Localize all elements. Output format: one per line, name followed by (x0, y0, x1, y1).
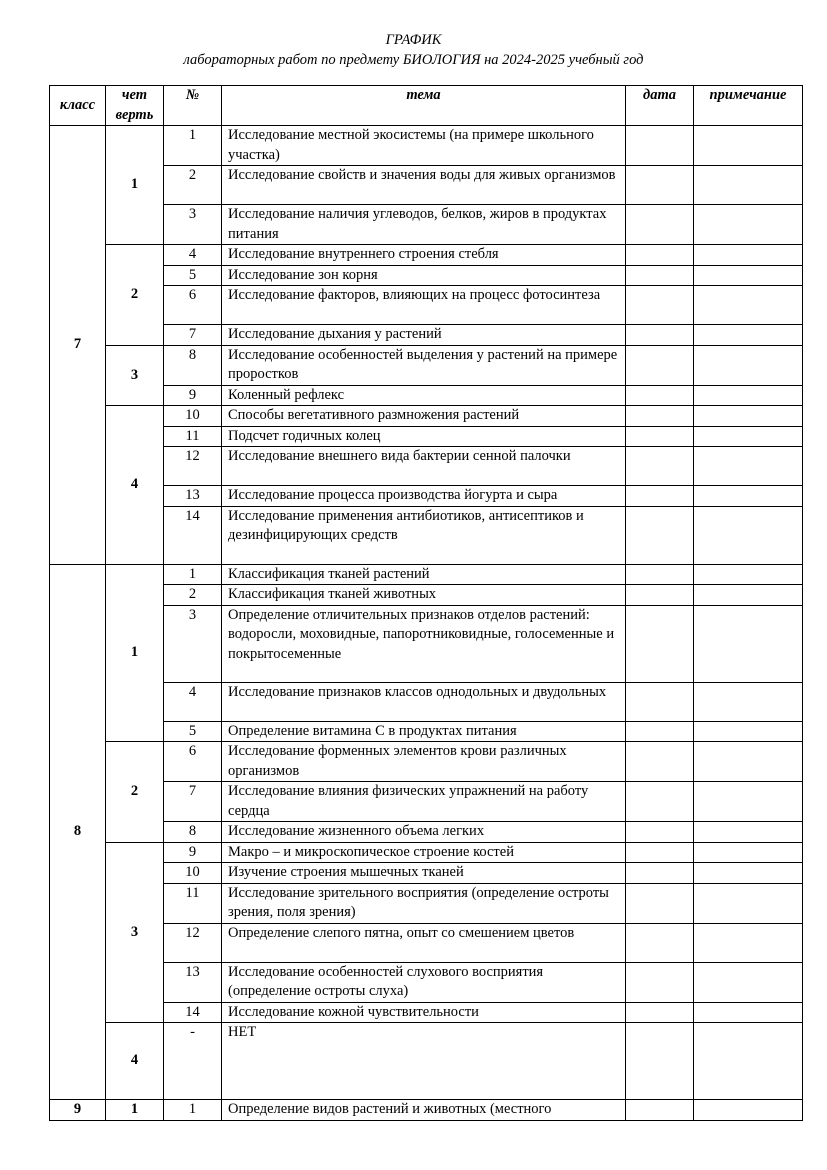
note-cell (694, 742, 803, 782)
lab-number-cell: 4 (164, 245, 222, 266)
note-cell (694, 682, 803, 721)
table-row (50, 842, 803, 863)
table-row (50, 126, 803, 166)
lab-number-cell: 6 (164, 742, 222, 782)
table-row (50, 564, 803, 585)
note-cell (694, 486, 803, 507)
lab-topic-cell: Определение витамина С в продуктах питания (222, 721, 626, 742)
lab-topic-cell: Классификация тканей животных (222, 585, 626, 606)
note-cell (694, 345, 803, 385)
note-cell (694, 721, 803, 742)
quarter-cell: 4 (106, 406, 164, 565)
page-subtitle: лабораторных работ по предмету БИОЛОГИЯ на 2024-2025 учебный год (183, 52, 644, 68)
lab-number-cell: 7 (164, 325, 222, 346)
quarter-cell: 4 (106, 1023, 164, 1100)
note-cell (694, 863, 803, 884)
note-cell (694, 605, 803, 682)
note-cell (694, 962, 803, 1002)
date-cell (626, 426, 694, 447)
lab-topic-cell: Исследование наличия углеводов, белков, жиров в продуктах питания (222, 205, 626, 245)
lab-topic-cell: Исследование применения антибиотиков, антисептиков и дезинфицирующих средств (222, 506, 626, 564)
lab-topic-cell: Исследование процесса производства йогурта и сыра (222, 486, 626, 507)
quarter-cell: 2 (106, 742, 164, 843)
date-cell (626, 486, 694, 507)
lab-number-cell: 1 (164, 1100, 222, 1121)
class-cell: 7 (50, 126, 106, 565)
table-row (50, 345, 803, 385)
lab-number-cell: 13 (164, 486, 222, 507)
date-cell (626, 782, 694, 822)
date-cell (626, 325, 694, 346)
lab-topic-cell: Исследование зон корня (222, 265, 626, 286)
date-cell (626, 962, 694, 1002)
lab-number-cell: 12 (164, 447, 222, 486)
lab-topic-cell: Макро – и микроскопическое строение костей (222, 842, 626, 863)
lab-number-cell: 2 (164, 166, 222, 205)
date-cell (626, 923, 694, 962)
date-cell (626, 265, 694, 286)
date-cell (626, 345, 694, 385)
date-cell (626, 585, 694, 606)
lab-number-cell: 3 (164, 605, 222, 682)
lab-number-cell: 14 (164, 506, 222, 564)
lab-number-cell: 9 (164, 385, 222, 406)
lab-topic-cell: Исследование внешнего вида бактерии сенной палочки (222, 447, 626, 486)
lab-number-cell: - (164, 1023, 222, 1100)
page-title: ГРАФИК (385, 32, 442, 48)
lab-number-cell: 4 (164, 682, 222, 721)
class-cell: 9 (50, 1100, 106, 1121)
date-cell (626, 863, 694, 884)
lab-topic-cell: Исследование внутреннего строения стебля (222, 245, 626, 266)
column-header-class: класс (50, 86, 106, 126)
table-row (50, 245, 803, 266)
date-cell (626, 245, 694, 266)
table-row (50, 1100, 803, 1121)
lab-topic-cell: Коленный рефлекс (222, 385, 626, 406)
note-cell (694, 406, 803, 427)
note-cell (694, 564, 803, 585)
lab-topic-cell: Исследование влияния физических упражнений на работу сердца (222, 782, 626, 822)
lab-topic-cell: Исследование местной экосистемы (на примере школьного участка) (222, 126, 626, 166)
note-cell (694, 126, 803, 166)
lab-number-cell: 14 (164, 1002, 222, 1023)
note-cell (694, 447, 803, 486)
date-cell (626, 166, 694, 205)
lab-number-cell: 6 (164, 286, 222, 325)
lab-number-cell: 7 (164, 782, 222, 822)
lab-number-cell: 8 (164, 822, 222, 843)
lab-number-cell: 5 (164, 721, 222, 742)
lab-topic-cell: Исследование дыхания у растений (222, 325, 626, 346)
date-cell (626, 605, 694, 682)
note-cell (694, 286, 803, 325)
lab-topic-cell: Классификация тканей растений (222, 564, 626, 585)
lab-number-cell: 10 (164, 406, 222, 427)
note-cell (694, 585, 803, 606)
class-cell: 8 (50, 564, 106, 1100)
column-header-note: примечание (694, 86, 803, 126)
lab-topic-cell: Определение отличительных признаков отделов растений: водоросли, моховидные, папоротниковидные, голосеменные и покрытосеменные (222, 605, 626, 682)
lab-number-cell: 1 (164, 126, 222, 166)
table-row (50, 1023, 803, 1100)
note-cell (694, 782, 803, 822)
lab-number-cell: 11 (164, 883, 222, 923)
note-cell (694, 1002, 803, 1023)
lab-topic-cell: Исследование факторов, влияющих на процесс фотосинтеза (222, 286, 626, 325)
note-cell (694, 426, 803, 447)
note-cell (694, 506, 803, 564)
date-cell (626, 721, 694, 742)
quarter-cell: 1 (106, 564, 164, 742)
lab-topic-cell: Определение слепого пятна, опыт со смешением цветов (222, 923, 626, 962)
date-cell (626, 682, 694, 721)
lab-number-cell: 9 (164, 842, 222, 863)
lab-topic-cell: Исследование жизненного объема легких (222, 822, 626, 843)
lab-number-cell: 8 (164, 345, 222, 385)
date-cell (626, 742, 694, 782)
lab-number-cell: 3 (164, 205, 222, 245)
lab-schedule-table (49, 85, 803, 1121)
date-cell (626, 406, 694, 427)
lab-topic-cell: Подсчет годичных колец (222, 426, 626, 447)
column-header-topic: тема (222, 86, 626, 126)
quarter-cell: 3 (106, 345, 164, 406)
note-cell (694, 883, 803, 923)
date-cell (626, 1023, 694, 1100)
note-cell (694, 842, 803, 863)
lab-topic-cell: Исследование признаков классов однодольных и двудольных (222, 682, 626, 721)
lab-topic-cell: Определение видов растений и животных (местного (222, 1100, 626, 1121)
note-cell (694, 325, 803, 346)
note-cell (694, 245, 803, 266)
note-cell (694, 265, 803, 286)
quarter-cell: 1 (106, 126, 164, 245)
lab-number-cell: 2 (164, 585, 222, 606)
table-row (50, 742, 803, 782)
lab-topic-cell: Исследование форменных элементов крови различных организмов (222, 742, 626, 782)
note-cell (694, 822, 803, 843)
lab-number-cell: 11 (164, 426, 222, 447)
lab-number-cell: 5 (164, 265, 222, 286)
date-cell (626, 822, 694, 843)
date-cell (626, 286, 694, 325)
lab-topic-cell: Исследование зрительного восприятия (определение остроты зрения, поля зрения) (222, 883, 626, 923)
table-header-row (50, 86, 803, 126)
note-cell (694, 205, 803, 245)
lab-number-cell: 13 (164, 962, 222, 1002)
column-header-date: дата (626, 86, 694, 126)
lab-topic-cell: Изучение строения мышечных тканей (222, 863, 626, 884)
lab-topic-cell: Исследование свойств и значения воды для живых организмов (222, 166, 626, 205)
note-cell (694, 385, 803, 406)
date-cell (626, 1002, 694, 1023)
lab-topic-cell: Исследование особенностей слухового восприятия (определение остроты слуха) (222, 962, 626, 1002)
note-cell (694, 1100, 803, 1121)
date-cell (626, 447, 694, 486)
table-row (50, 406, 803, 427)
date-cell (626, 205, 694, 245)
lab-number-cell: 12 (164, 923, 222, 962)
lab-number-cell: 1 (164, 564, 222, 585)
lab-number-cell: 10 (164, 863, 222, 884)
date-cell (626, 385, 694, 406)
date-cell (626, 126, 694, 166)
lab-topic-cell: Исследование кожной чувствительности (222, 1002, 626, 1023)
lab-topic-cell: НЕТ (222, 1023, 626, 1100)
date-cell (626, 1100, 694, 1121)
date-cell (626, 883, 694, 923)
date-cell (626, 564, 694, 585)
quarter-cell: 2 (106, 245, 164, 346)
lab-topic-cell: Способы вегетативного размножения растений (222, 406, 626, 427)
date-cell (626, 506, 694, 564)
note-cell (694, 923, 803, 962)
quarter-cell: 3 (106, 842, 164, 1023)
date-cell (626, 842, 694, 863)
column-header-number: № (164, 86, 222, 126)
quarter-cell: 1 (106, 1100, 164, 1121)
table-body (50, 126, 803, 1121)
lab-topic-cell: Исследование особенностей выделения у растений на примере проростков (222, 345, 626, 385)
note-cell (694, 166, 803, 205)
column-header-quarter: чет верть (106, 86, 164, 126)
note-cell (694, 1023, 803, 1100)
